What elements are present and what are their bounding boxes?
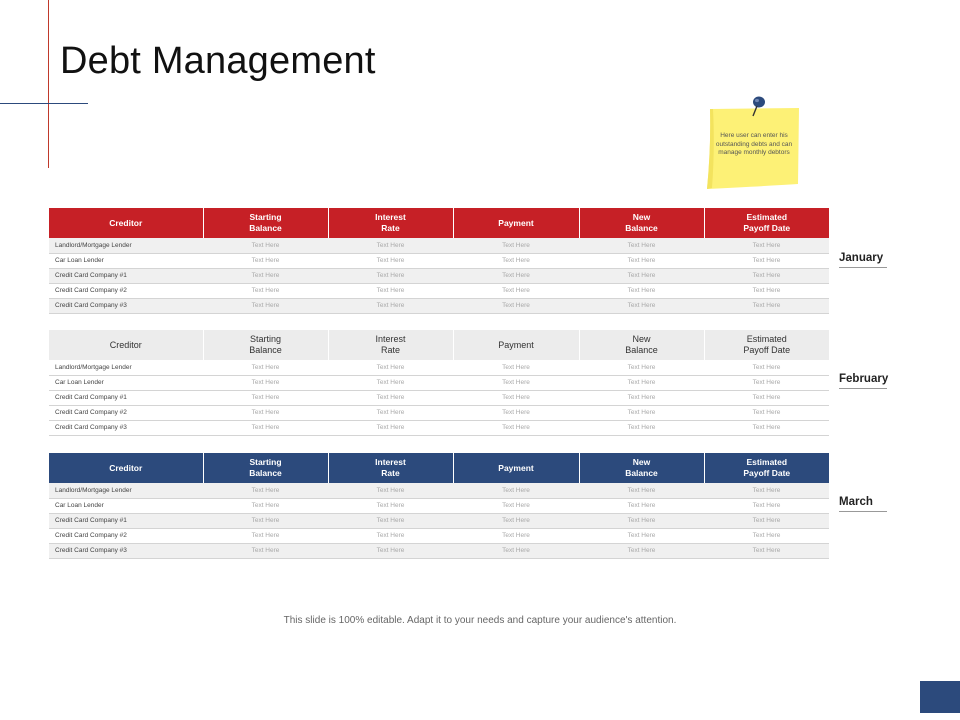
table-cell: Text Here xyxy=(328,360,453,375)
table-cell: Text Here xyxy=(704,390,829,405)
column-header: Estimated Payoff Date xyxy=(704,330,829,360)
column-header: New Balance xyxy=(579,208,704,238)
creditor-cell: Credit Card Company #2 xyxy=(49,528,203,543)
creditor-cell: Landlord/Mortgage Lender xyxy=(49,360,203,375)
accent-vertical-line xyxy=(48,0,49,168)
table-cell: Text Here xyxy=(328,253,453,268)
table-cell: Text Here xyxy=(203,360,328,375)
table-cell: Text Here xyxy=(453,405,579,420)
creditor-cell: Credit Card Company #2 xyxy=(49,283,203,298)
table-cell: Text Here xyxy=(579,528,704,543)
table-header-row xyxy=(49,330,829,360)
table-cell: Text Here xyxy=(704,360,829,375)
column-header: Interest Rate xyxy=(328,330,453,360)
table-row xyxy=(49,543,829,558)
table-cell: Text Here xyxy=(453,238,579,253)
creditor-cell: Car Loan Lender xyxy=(49,498,203,513)
creditor-cell: Credit Card Company #3 xyxy=(49,420,203,435)
february-debt-table xyxy=(49,330,829,436)
column-header: Payment xyxy=(453,208,579,238)
creditor-cell: Credit Card Company #3 xyxy=(49,543,203,558)
table-cell: Text Here xyxy=(579,390,704,405)
creditor-cell: Landlord/Mortgage Lender xyxy=(49,483,203,498)
table-cell: Text Here xyxy=(328,483,453,498)
table-cell: Text Here xyxy=(328,528,453,543)
sticky-note-text: Here user can enter his outstanding debts and can manage monthly debtors xyxy=(715,132,793,157)
table-cell: Text Here xyxy=(203,405,328,420)
table-cell: Text Here xyxy=(203,543,328,558)
creditor-cell: Credit Card Company #1 xyxy=(49,268,203,283)
creditor-cell: Credit Card Company #3 xyxy=(49,298,203,313)
table-cell: Text Here xyxy=(579,405,704,420)
table-row xyxy=(49,528,829,543)
march-debt-table xyxy=(49,453,829,559)
table-cell: Text Here xyxy=(453,420,579,435)
table-cell: Text Here xyxy=(704,513,829,528)
accent-horizontal-line xyxy=(0,103,88,104)
table-cell: Text Here xyxy=(453,513,579,528)
table-cell: Text Here xyxy=(579,283,704,298)
footer-caption: This slide is 100% editable. Adapt it to your needs and capture your audience's attention. xyxy=(283,615,677,626)
table-cell: Text Here xyxy=(203,298,328,313)
month-label-march: March xyxy=(839,496,887,512)
column-header: New Balance xyxy=(579,330,704,360)
month-underline xyxy=(839,511,887,512)
table-cell: Text Here xyxy=(453,498,579,513)
column-header: Interest Rate xyxy=(328,453,453,483)
table-cell: Text Here xyxy=(328,390,453,405)
table-row xyxy=(49,253,829,268)
creditor-cell: Credit Card Company #1 xyxy=(49,390,203,405)
table-cell: Text Here xyxy=(579,253,704,268)
table-row xyxy=(49,360,829,375)
table-cell: Text Here xyxy=(203,253,328,268)
page-title: Debt Management xyxy=(60,40,376,82)
table-cell: Text Here xyxy=(453,283,579,298)
column-header: Starting Balance xyxy=(203,453,328,483)
table-cell: Text Here xyxy=(579,238,704,253)
table-cell: Text Here xyxy=(328,420,453,435)
column-header: Estimated Payoff Date xyxy=(704,208,829,238)
table-cell: Text Here xyxy=(579,498,704,513)
table-cell: Text Here xyxy=(453,298,579,313)
table-cell: Text Here xyxy=(579,375,704,390)
table-cell: Text Here xyxy=(579,420,704,435)
table-cell: Text Here xyxy=(704,498,829,513)
table-cell: Text Here xyxy=(453,528,579,543)
table-cell: Text Here xyxy=(704,253,829,268)
table-row xyxy=(49,513,829,528)
table-row xyxy=(49,390,829,405)
creditor-cell: Landlord/Mortgage Lender xyxy=(49,238,203,253)
table-cell: Text Here xyxy=(203,283,328,298)
table-cell: Text Here xyxy=(579,360,704,375)
sticky-note xyxy=(707,108,799,188)
column-header: New Balance xyxy=(579,453,704,483)
table-cell: Text Here xyxy=(704,543,829,558)
table-cell: Text Here xyxy=(704,375,829,390)
january-debt-table xyxy=(49,208,829,314)
creditor-cell: Car Loan Lender xyxy=(49,375,203,390)
table-cell: Text Here xyxy=(328,268,453,283)
table-cell: Text Here xyxy=(453,543,579,558)
month-underline xyxy=(839,267,887,268)
table-cell: Text Here xyxy=(453,483,579,498)
table-cell: Text Here xyxy=(453,268,579,283)
table-cell: Text Here xyxy=(328,513,453,528)
table-cell: Text Here xyxy=(453,390,579,405)
table-cell: Text Here xyxy=(453,360,579,375)
table-row xyxy=(49,268,829,283)
table-row xyxy=(49,405,829,420)
table-cell: Text Here xyxy=(328,405,453,420)
month-label-january: January xyxy=(839,252,887,268)
table-cell: Text Here xyxy=(328,283,453,298)
table-row xyxy=(49,375,829,390)
table-row xyxy=(49,283,829,298)
corner-accent-block xyxy=(920,681,960,713)
table-cell: Text Here xyxy=(203,238,328,253)
table-cell: Text Here xyxy=(203,268,328,283)
table-row xyxy=(49,298,829,313)
table-cell: Text Here xyxy=(328,498,453,513)
table-cell: Text Here xyxy=(203,528,328,543)
table-cell: Text Here xyxy=(579,298,704,313)
column-header: Payment xyxy=(453,330,579,360)
table-cell: Text Here xyxy=(704,268,829,283)
column-header: Payment xyxy=(453,453,579,483)
table-cell: Text Here xyxy=(328,298,453,313)
table-cell: Text Here xyxy=(704,528,829,543)
creditor-cell: Credit Card Company #1 xyxy=(49,513,203,528)
column-header: Interest Rate xyxy=(328,208,453,238)
table-cell: Text Here xyxy=(328,543,453,558)
creditor-cell: Car Loan Lender xyxy=(49,253,203,268)
table-cell: Text Here xyxy=(328,375,453,390)
table-row xyxy=(49,420,829,435)
column-header: Creditor xyxy=(49,208,203,238)
month-label-february: February xyxy=(839,373,888,389)
column-header: Starting Balance xyxy=(203,208,328,238)
column-header: Creditor xyxy=(49,330,203,360)
pushpin-icon xyxy=(749,96,767,118)
table-cell: Text Here xyxy=(704,483,829,498)
table-cell: Text Here xyxy=(203,513,328,528)
table-cell: Text Here xyxy=(203,483,328,498)
table-cell: Text Here xyxy=(704,283,829,298)
table-cell: Text Here xyxy=(453,375,579,390)
table-cell: Text Here xyxy=(203,498,328,513)
table-cell: Text Here xyxy=(704,238,829,253)
column-header: Estimated Payoff Date xyxy=(704,453,829,483)
table-cell: Text Here xyxy=(704,405,829,420)
column-header: Creditor xyxy=(49,453,203,483)
table-header-row xyxy=(49,208,829,238)
table-row xyxy=(49,498,829,513)
table-row xyxy=(49,483,829,498)
table-cell: Text Here xyxy=(579,268,704,283)
table-cell: Text Here xyxy=(704,420,829,435)
column-header: Starting Balance xyxy=(203,330,328,360)
creditor-cell: Credit Card Company #2 xyxy=(49,405,203,420)
table-cell: Text Here xyxy=(203,390,328,405)
table-cell: Text Here xyxy=(453,253,579,268)
table-cell: Text Here xyxy=(203,420,328,435)
table-header-row xyxy=(49,453,829,483)
month-underline xyxy=(839,388,887,389)
table-cell: Text Here xyxy=(704,298,829,313)
table-cell: Text Here xyxy=(203,375,328,390)
table-cell: Text Here xyxy=(579,543,704,558)
table-cell: Text Here xyxy=(579,513,704,528)
table-cell: Text Here xyxy=(328,238,453,253)
table-cell: Text Here xyxy=(579,483,704,498)
table-row xyxy=(49,238,829,253)
